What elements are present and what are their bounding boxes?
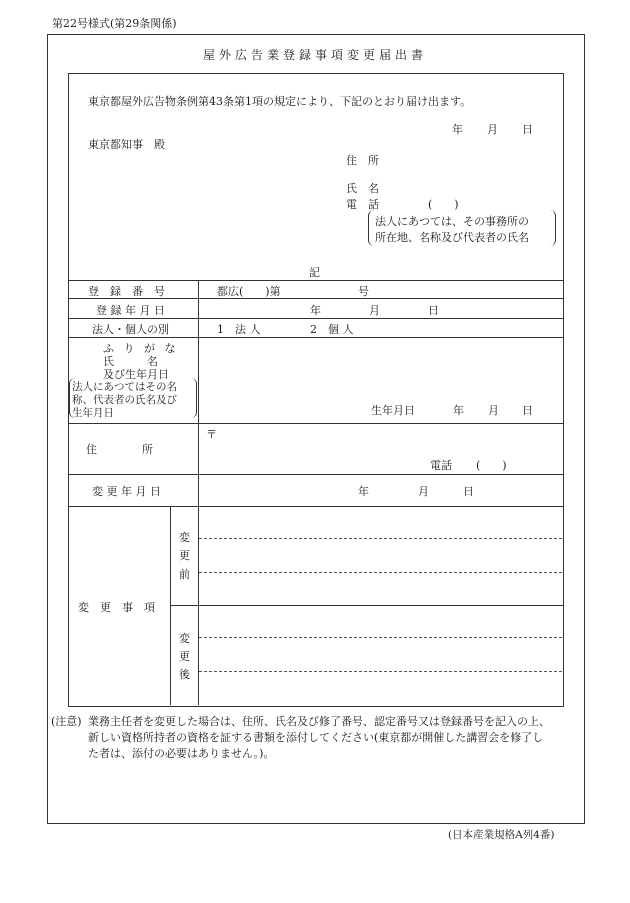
birth-day: 日 — [522, 404, 533, 417]
address-phone-parens: ( ) — [476, 459, 507, 472]
row-divider — [68, 506, 563, 507]
before-char3: 前 — [179, 568, 190, 581]
row-divider — [170, 605, 563, 606]
entity-type-individual: 2 個 人 — [310, 323, 354, 336]
change-date-year: 年 — [358, 485, 369, 498]
reg-number-prefix: 都広( )第 — [217, 285, 281, 298]
change-date-month: 月 — [418, 485, 429, 498]
before-char1: 変 — [179, 531, 190, 544]
corp-note-line2: 所在地、名称及び代表者の氏名 — [375, 231, 529, 244]
after-char1: 変 — [179, 632, 190, 645]
change-date-day: 日 — [463, 485, 474, 498]
before-char2: 更 — [179, 549, 190, 562]
before-dash-line — [199, 572, 562, 573]
change-date-label: 変 更 年 月 日 — [92, 485, 161, 498]
birth-month: 月 — [488, 404, 499, 417]
furigana-label: ふ り が な — [103, 342, 179, 355]
submission-year-label: 年 — [452, 123, 463, 136]
submission-month-label: 月 — [487, 123, 498, 136]
entity-type-corporate: 1 法 人 — [217, 323, 261, 336]
name-note-line2: 称、代表者の氏名及び — [72, 394, 177, 406]
reg-date-label: 登 録 年 月 日 — [96, 304, 165, 317]
applicant-phone-parens: ( ) — [428, 198, 459, 211]
birthdate-label: 及び生年月日 — [103, 368, 169, 381]
birth-label: 生年月日 — [371, 404, 415, 417]
after-char2: 更 — [179, 650, 190, 663]
entity-type-label: 法人・個人の別 — [92, 323, 169, 336]
reg-date-month: 月 — [369, 304, 380, 317]
ki-mark: 記 — [309, 266, 320, 279]
birth-year: 年 — [453, 404, 464, 417]
change-items-label: 変 更 事 項 — [78, 601, 155, 614]
addressee: 東京都知事 殿 — [88, 138, 165, 151]
paper-size-note: (日本産業規格A列4番) — [448, 829, 555, 841]
form-title: 屋外広告業登録事項変更届出書 — [202, 48, 427, 62]
after-char3: 後 — [179, 668, 190, 681]
reg-number-suffix: 号 — [358, 285, 369, 298]
row-divider — [68, 318, 563, 319]
note-line3: た者は、添付の必要はありません。)。 — [88, 747, 275, 760]
name-label: 氏 名 — [103, 355, 158, 368]
corp-note-line1: 法人にあつては、その事務所の — [375, 215, 529, 228]
row-divider — [68, 337, 563, 338]
applicant-name-label: 氏 名 — [346, 182, 379, 195]
reg-number-label: 登 録 番 号 — [88, 285, 165, 298]
column-divider — [198, 280, 199, 705]
address-phone-label: 電話 — [430, 459, 452, 472]
name-note-line1: 法人にあつてはその名 — [72, 381, 177, 393]
postal-mark: 〒 — [206, 428, 217, 441]
name-note-line3: 生年月日 — [72, 407, 114, 419]
column-divider — [170, 506, 171, 705]
row-divider — [68, 474, 563, 475]
form-number: 第22号様式(第29条関係) — [52, 17, 177, 30]
intro-text: 東京都屋外広告物条例第43条第1項の規定により、下記のとおり届け出ます。 — [88, 95, 472, 108]
note-line2: 新しい資格所持者の資格を証する書類を添付してください(東京都が開催した講習会を修了し — [88, 731, 544, 744]
applicant-address-label: 住 所 — [346, 154, 379, 167]
note-label: (注意) — [51, 715, 82, 728]
reg-date-year: 年 — [310, 304, 321, 317]
after-dash-line — [199, 671, 562, 672]
before-dash-line — [199, 538, 562, 539]
note-line1: 業務主任者を変更した場合は、住所、氏名及び修了番号、認定番号又は登録番号を記入の上、 — [88, 715, 550, 728]
submission-day-label: 日 — [522, 123, 533, 136]
row-divider — [68, 280, 563, 281]
reg-date-day: 日 — [428, 304, 439, 317]
row-divider — [68, 423, 563, 424]
applicant-phone-label: 電 話 — [346, 198, 379, 211]
after-dash-line — [199, 637, 562, 638]
address-label: 住 所 — [86, 443, 156, 456]
